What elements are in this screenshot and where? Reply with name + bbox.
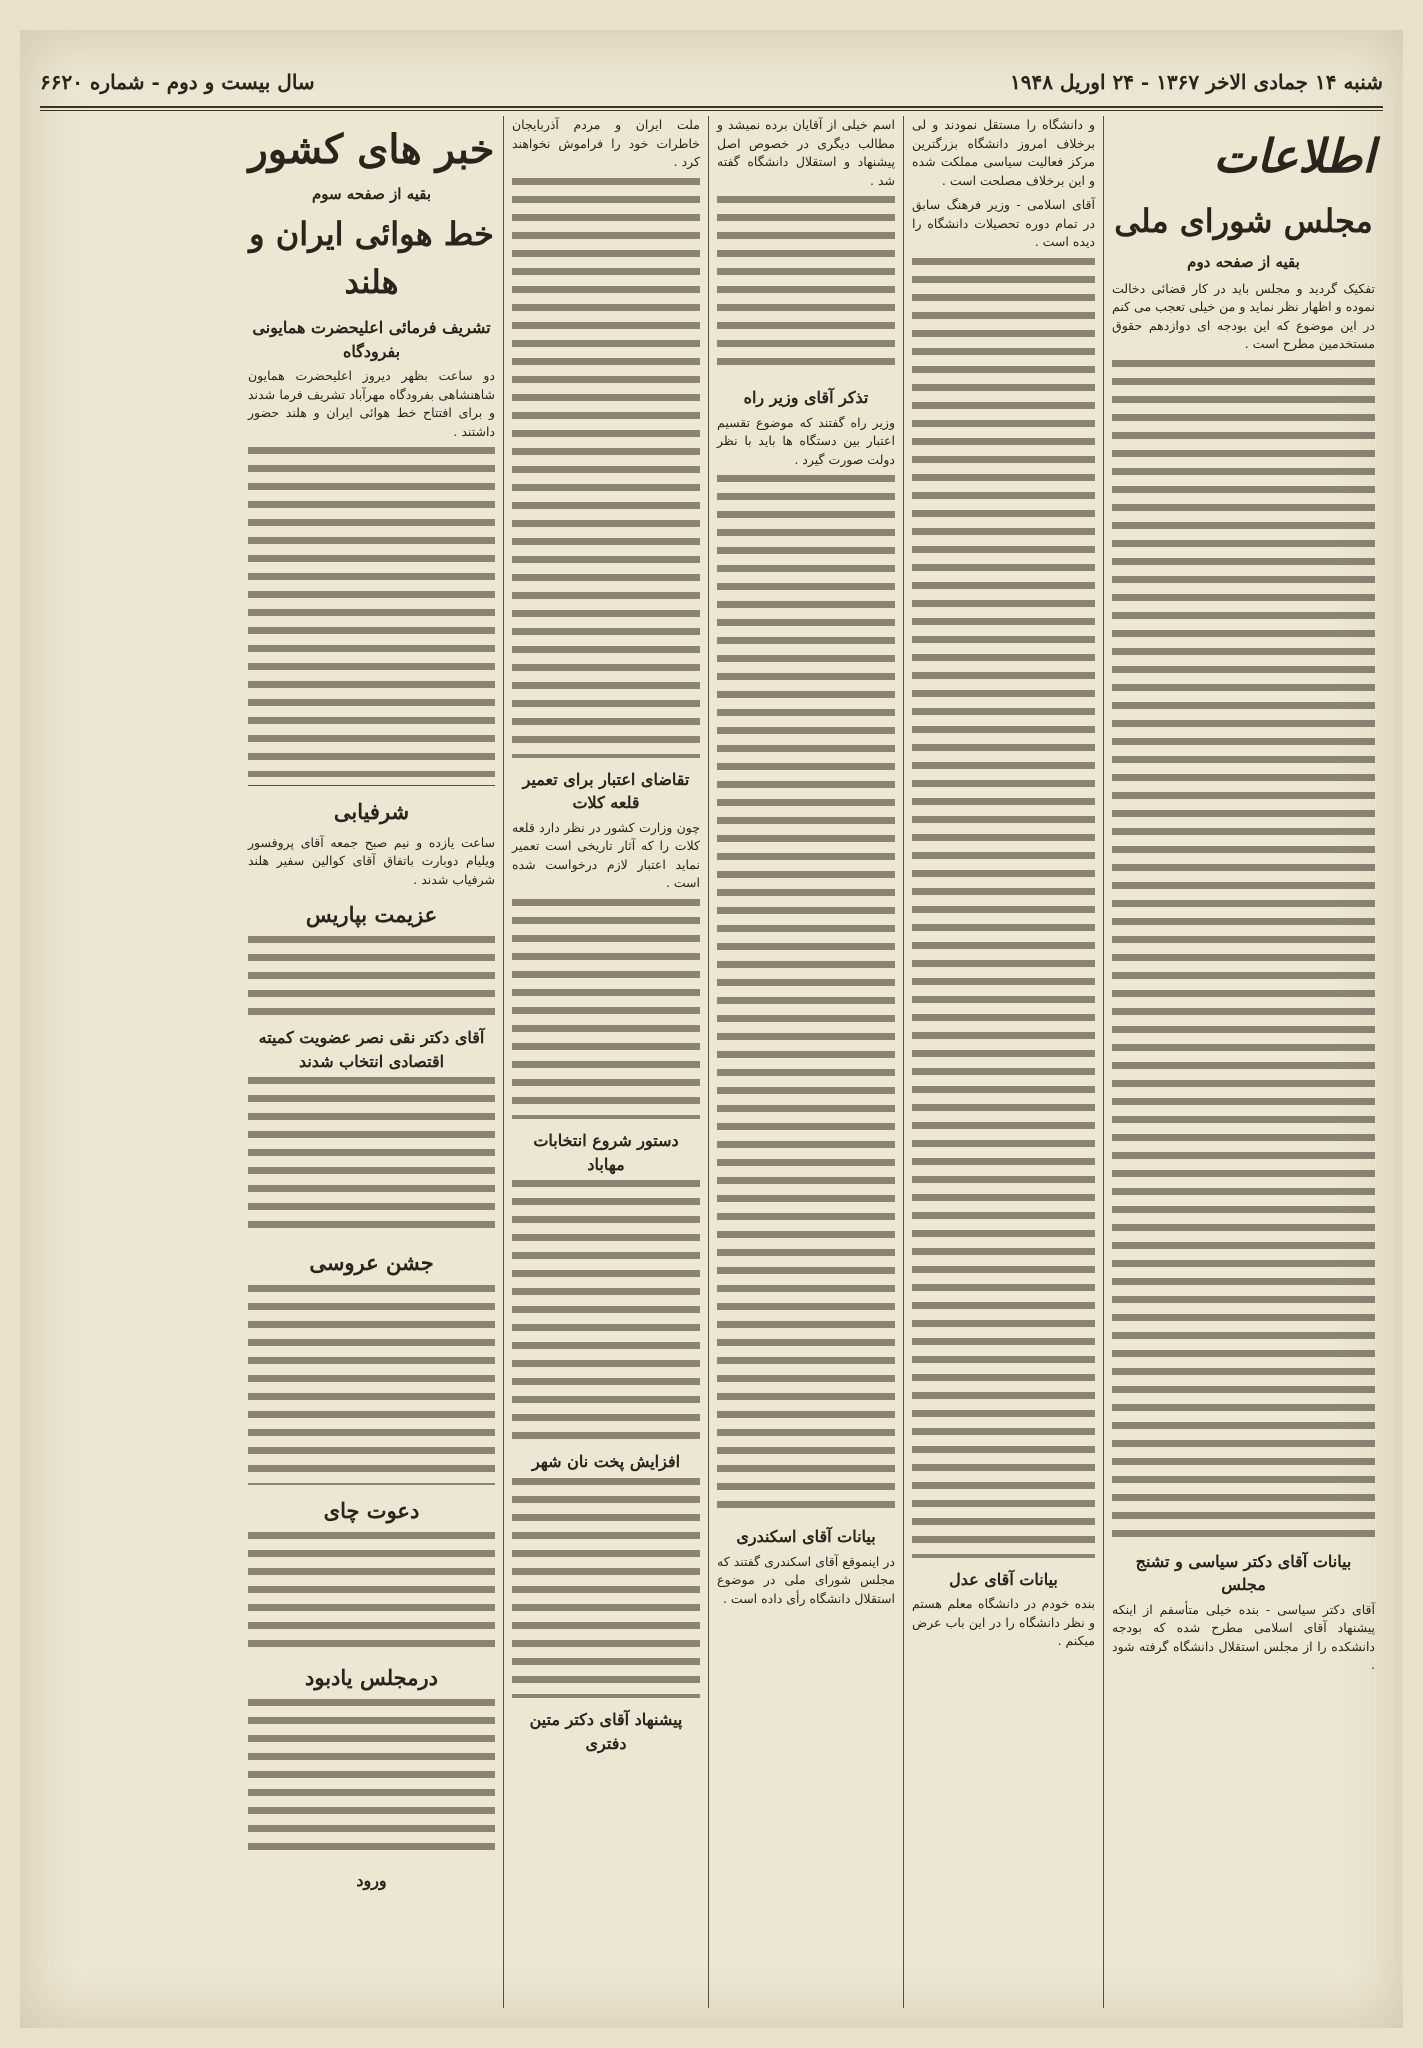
article-title: خط هوائی ایران و هلند xyxy=(249,215,494,301)
article-paragraph: ساعت یازده و نیم صبح جمعه آقای پروفسور ویلیام دوبارت باتفاق آقای کوالین سفیر هلند شرفیاب شدند . xyxy=(248,834,495,887)
column-3 xyxy=(708,116,903,2008)
section-subtitle: تشریف فرمائی اعلیحضرت همایونی بفرودگاه xyxy=(252,318,491,361)
article-paragraph: و دانشگاه را مستقل نمودند و لی برخلاف امروز دانشگاه بزرگترین مرکز فعالیت سیاسی مملکت شده و این برخلاف مصلحت است . xyxy=(912,117,1095,188)
article-paragraph: دو ساعت بظهر دیروز اعلیحضرت همایون شاهنشاهی بفرودگاه مهرآباد تشریف فرما شدند و برای افتتاح خط هوائی ایران و هلند حضور داشتند . xyxy=(248,368,495,439)
article-paragraph: اسم خیلی از آقایان برده نمیشد و مطالب دیگری در خصوص اصل پیشنهاد و استقلال دانشگاه گفته شد . xyxy=(717,117,895,188)
section-subtitle: دعوت چای xyxy=(323,1497,420,1523)
header-rule xyxy=(40,106,1383,108)
article-continuation: بقیه از صفحه دوم xyxy=(1187,253,1300,272)
masthead-logo: اطلاعات xyxy=(1213,129,1375,183)
section-subtitle: عزیمت بپاریس xyxy=(305,902,438,928)
column-4 xyxy=(503,116,708,2008)
article-paragraph: آقای دکتر سیاسی - بنده خیلی متأسفم از اینکه پیشنهاد آقای اسلامی مطرح شده که بودجه دانشکده را از مجلس استقلال دانشگاه گرفته شود . xyxy=(1112,1601,1375,1673)
column-1 xyxy=(1103,116,1383,2008)
section-subtitle: تذکر آقای وزیر راه xyxy=(743,388,869,407)
body-text-filler xyxy=(248,1285,495,1485)
body-text-filler xyxy=(512,1180,700,1440)
body-text-filler xyxy=(512,1478,700,1698)
article-paragraph: در اینموقع آقای اسکندری گفتند که مجلس شورای ملی در موضوع استقلال دانشگاه رأی داده است . xyxy=(717,1553,895,1606)
article-paragraph: بنده خودم در دانشگاه معلم هستم و نظر دانشگاه را در این باب عرض میکنم . xyxy=(912,1596,1095,1649)
body-text-filler xyxy=(248,1532,495,1652)
body-text-filler xyxy=(248,1699,495,1859)
section-subtitle: بیانات آقای دکتر سیاسی و تشنج مجلس xyxy=(1135,1551,1352,1595)
body-text-filler xyxy=(717,196,895,376)
column-2 xyxy=(903,116,1103,2008)
article-title: مجلس شورای ملی xyxy=(1114,202,1373,241)
article-paragraph: ملت ایران و مردم آذربایجان خاطرات خود را فراموش نخواهند کرد . xyxy=(512,117,700,169)
section-subtitle: آقای دکتر نقی نصر عضویت کمیته اقتصادی انتخاب شدند xyxy=(258,1028,485,1071)
date-line: شنبه ۱۴ جمادی الاخر ۱۳۶۷ - ۲۴ اوریل ۱۹۴۸ xyxy=(1009,70,1383,94)
section-subtitle: پیشنهاد آقای دکتر متین دفتری xyxy=(529,1709,683,1753)
section-subtitle: شرفیابی xyxy=(333,799,410,825)
section-subtitle: تقاضای اعتبار برای تعمیر قلعه کلات xyxy=(522,769,690,813)
body-text-filler xyxy=(248,936,495,1016)
divider xyxy=(248,785,495,786)
article-continuation: بقیه از صفحه سوم xyxy=(311,185,432,204)
section-subtitle: افزایش پخت نان شهر xyxy=(531,1452,681,1472)
section-subtitle: بیانات آقای اسکندری xyxy=(736,1527,876,1547)
body-text-filler xyxy=(912,258,1095,1558)
body-text-filler xyxy=(248,447,495,777)
body-text-filler xyxy=(512,178,700,758)
columns xyxy=(40,116,1383,2008)
column-5 xyxy=(240,116,503,2008)
section-subtitle: دستور شروع انتخابات مهاباد xyxy=(533,1130,679,1174)
section-subtitle: جشن عروسی xyxy=(309,1250,434,1276)
issue-line: سال بیست و دوم - شماره ۶۶۲۰ xyxy=(40,70,315,94)
section-subtitle: درمجلس یادبود xyxy=(305,1664,438,1690)
body-text-filler xyxy=(248,1077,495,1237)
article-paragraph: آقای اسلامی - وزیر فرهنگ سابق در تمام دوره تحصیلات دانشگاه را دیده است . xyxy=(912,197,1095,249)
page-header xyxy=(40,62,1383,102)
article-paragraph: وزیر راه گفتند که موضوع تقسیم اعتبار بین دستگاه ها باید با نظر دولت صورت گیرد . xyxy=(717,414,895,467)
header-rule-thin xyxy=(40,110,1383,111)
body-text-filler xyxy=(512,899,700,1119)
section-subtitle: ورود xyxy=(356,1870,387,1890)
section-subtitle: بیانات آقای عدل xyxy=(949,1569,1058,1589)
article-paragraph: چون وزارت کشور در نظر دارد قلعه کلات را که آثار تاریخی است تعمیر نماید اعتبار لازم درخواست شده است . xyxy=(512,819,700,891)
section-title: خبر های کشور xyxy=(248,126,495,173)
body-text-filler xyxy=(717,475,895,1515)
body-text-filler xyxy=(1112,360,1375,1540)
article-paragraph: تفکیک گردید و مجلس باید در کار قضائی دخالت نموده و اظهار نظر نماید و من خیلی تعجب می کنم در این موضوع که این بودجه ای دوازدهم حقوق مستخدمین مطرح است . xyxy=(1112,280,1375,352)
